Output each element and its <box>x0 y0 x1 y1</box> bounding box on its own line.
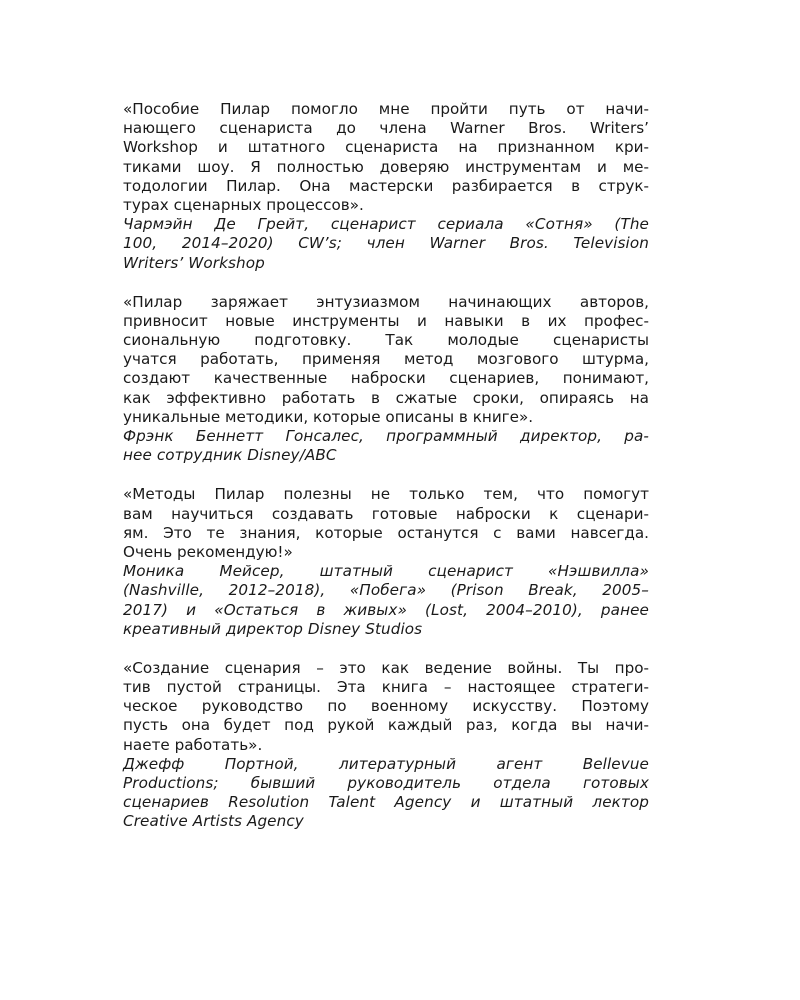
quote-line: ческое руководство по военному искусству. Поэтому <box>123 697 649 716</box>
testimonial-4 <box>123 659 649 832</box>
testimonial-1 <box>123 100 649 273</box>
attribution-line: креативный директор Disney Studios <box>123 619 423 638</box>
testimonial-attribution <box>123 755 649 832</box>
attribution-line: Моника Мейсер, штатный сценарист «Нэшвилла» <box>123 562 649 581</box>
quote-line: наете работать». <box>123 735 263 754</box>
testimonial-attribution <box>123 427 649 465</box>
quote-line: Workshop и штатного сценариста на признанном кри- <box>123 138 649 157</box>
attribution-line: Чармэйн Де Грейт, сценарист сериала «Сотня» (The <box>123 215 649 234</box>
quote-line: тив пустой страницы. Эта книга – настоящее стратеги- <box>123 678 649 697</box>
quote-line: «Пособие Пилар помогло мне пройти путь от начи- <box>123 100 649 118</box>
testimonial-quote <box>123 293 649 427</box>
quote-line: создают качественные наброски сценариев, понимают, <box>123 369 649 388</box>
testimonial-2 <box>123 293 649 466</box>
quote-line: пусть она будет под рукой каждый раз, когда вы начи- <box>123 716 649 735</box>
attribution-line: Джефф Портной, литературный агент Bellevue <box>123 754 649 773</box>
testimonial-quote <box>123 100 649 215</box>
quote-line: ям. Это те знания, которые останутся с вами навсегда. <box>123 523 649 542</box>
quote-line: учатся работать, применяя метод мозгового штурма, <box>123 350 649 369</box>
attribution-line: 2017) и «Остаться в живых» (Lost, 2004–2010), ранее <box>123 600 649 619</box>
quote-line: тодологии Пилар. Она мастерски разбирается в струк- <box>123 176 649 195</box>
attribution-line: нее сотрудник Disney/ABC <box>123 446 337 465</box>
testimonial-quote <box>123 485 649 562</box>
quote-line: тиками шоу. Я полностью доверяю инструментам и ме- <box>123 157 649 176</box>
testimonials-page <box>123 100 649 852</box>
quote-line: «Методы Пилар полезны не только тем, что помогут <box>123 485 649 504</box>
testimonial-attribution <box>123 562 649 639</box>
quote-line: сиональную подготовку. Так молодые сценаристы <box>123 331 649 350</box>
testimonial-3 <box>123 485 649 639</box>
testimonial-attribution <box>123 215 649 273</box>
testimonial-quote <box>123 659 649 755</box>
attribution-line: Фрэнк Беннетт Гонсалес, программный директор, ра- <box>123 427 649 445</box>
quote-line: турах сценарных процессов». <box>123 195 364 214</box>
quote-line: Очень рекомендую!» <box>123 542 293 561</box>
quote-line: привносит новые инструменты и навыки в их профес- <box>123 311 649 330</box>
attribution-line: Writers’ Workshop <box>123 253 265 272</box>
quote-line: уникальные методики, которые описаны в книге». <box>123 407 534 426</box>
attribution-line: Productions; бывший руководитель отдела готовых <box>123 774 649 792</box>
quote-line: «Пилар заряжает энтузиазмом начинающих авторов, <box>123 292 649 311</box>
attribution-line: (Nashville, 2012–2018), «Побега» (Prison Break, 2005– <box>123 581 649 600</box>
attribution-line: сценариев Resolution Talent Agency и штатный лектор <box>123 793 649 812</box>
attribution-line: Creative Artists Agency <box>123 812 304 831</box>
quote-line: «Создание сценария – это как ведение войны. Ты про- <box>123 658 649 677</box>
quote-line: вам научиться создавать готовые наброски к сценари- <box>123 504 649 523</box>
quote-line: нающего сценариста до члена Warner Bros. Writers’ <box>123 119 649 138</box>
quote-line: как эффективно работать в сжатые сроки, опираясь на <box>123 388 649 407</box>
attribution-line: 100, 2014–2020) CW’s; член Warner Bros. Television <box>123 234 649 253</box>
